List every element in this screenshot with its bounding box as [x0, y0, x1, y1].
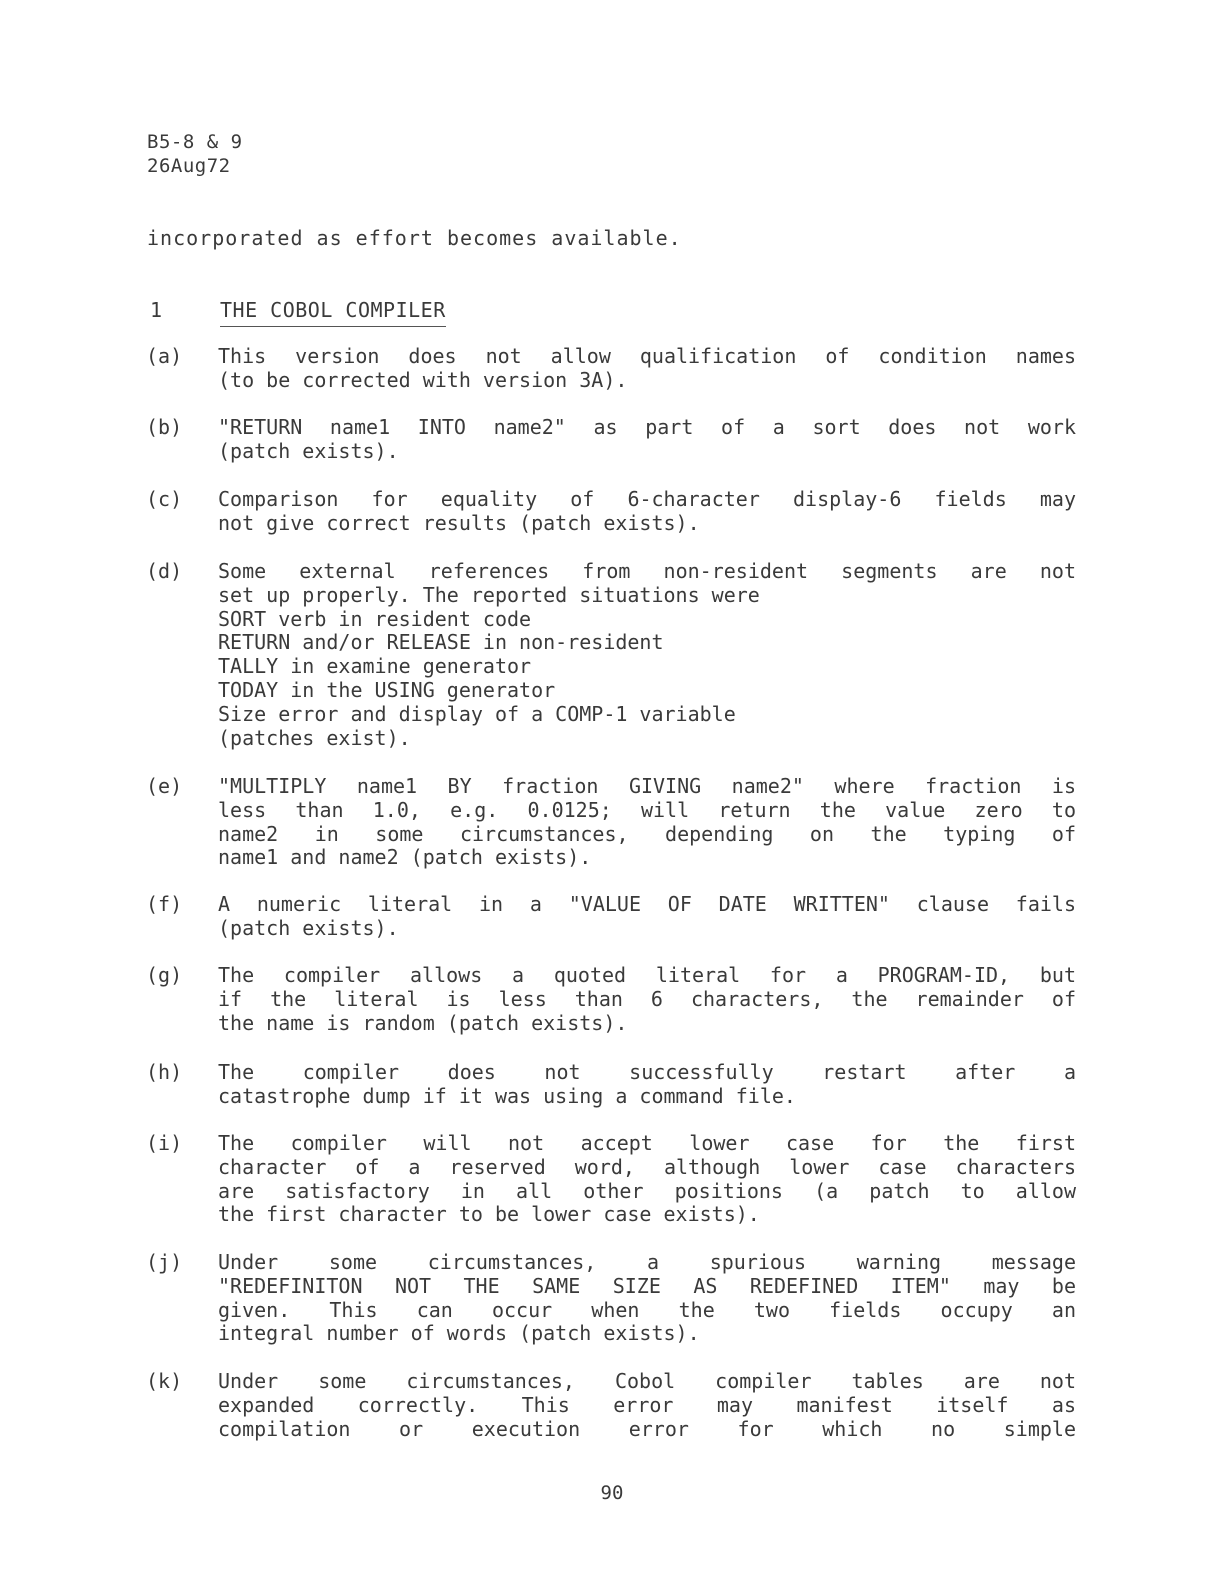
item-line: TODAY in the USING generator: [218, 677, 556, 702]
item-body: [218, 1370, 1076, 1441]
item-label: (e): [146, 774, 183, 798]
item-line: (patch exists).: [218, 915, 399, 940]
item-line: Under some circumstances, Cobol compiler tables are not: [218, 1369, 1076, 1393]
item-label: (i): [146, 1131, 183, 1155]
item-line: expanded correctly. This error may manifest itself as: [218, 1392, 1076, 1417]
item-line: name2 in some circumstances, depending on the typing of: [218, 821, 1076, 846]
item-line: "MULTIPLY name1 BY fraction GIVING name2" where fraction is: [218, 774, 1076, 798]
item-line: set up properly. The reported situations were: [218, 582, 760, 607]
item-label: (d): [146, 559, 183, 583]
item-line: are satisfactory in all other positions (a patch to allow: [218, 1178, 1076, 1203]
item-line: the first character to be lower case exists).: [218, 1202, 760, 1227]
item-line: if the literal is less than 6 characters, the remainder of: [218, 986, 1076, 1011]
item-body: [218, 488, 1076, 536]
item-line: (to be corrected with version 3A).: [218, 367, 628, 392]
item-body: [218, 964, 1076, 1035]
item-line: The compiler will not accept lower case for the first: [218, 1131, 1076, 1155]
item-label: (b): [146, 415, 183, 439]
item-line: compilation or execution error for which no simple: [218, 1416, 1076, 1441]
item-line: the name is random (patch exists).: [218, 1010, 628, 1035]
item-body: [218, 345, 1076, 393]
item-label: (g): [146, 963, 183, 987]
item-line: "REDEFINITON NOT THE SAME SIZE AS REDEFINED ITEM" may be: [218, 1273, 1076, 1298]
item-body: [218, 893, 1076, 941]
item-line: catastrophe dump if it was using a command file.: [218, 1083, 796, 1108]
item-line: Size error and display of a COMP-1 variable: [218, 701, 736, 726]
intro-text: incorporated as effort becomes available.: [147, 226, 682, 250]
item-line: The compiler does not successfully restart after a: [218, 1060, 1076, 1084]
item-line: character of a reserved word, although lower case characters: [218, 1154, 1076, 1179]
item-line: given. This can occur when the two fields occupy an: [218, 1297, 1076, 1322]
document-reference: B5-8 & 9: [147, 131, 243, 153]
document-date: 26Aug72: [147, 155, 231, 177]
section-title: THE COBOL COMPILER: [220, 298, 446, 327]
item-line: Some external references from non-resident segments are not: [218, 559, 1076, 583]
item-body: [218, 775, 1076, 870]
item-line: (patch exists).: [218, 438, 399, 463]
item-line: RETURN and/or RELEASE in non-resident: [218, 630, 664, 655]
section-number: 1: [150, 298, 163, 322]
item-line: less than 1.0, e.g. 0.0125; will return the value zero to: [218, 797, 1076, 822]
item-line: The compiler allows a quoted literal for a PROGRAM-ID, but: [218, 963, 1076, 987]
item-line: SORT verb in resident code: [218, 606, 532, 631]
item-line: integral number of words (patch exists).: [218, 1321, 700, 1346]
item-line: Under some circumstances, a spurious warning message: [218, 1250, 1076, 1274]
item-line: not give correct results (patch exists).: [218, 510, 700, 535]
item-body: [218, 1251, 1076, 1346]
item-label: (c): [146, 487, 183, 511]
item-line: name1 and name2 (patch exists).: [218, 845, 592, 870]
item-line: This version does not allow qualification of condition names: [218, 344, 1076, 368]
item-label: (f): [146, 892, 183, 916]
page-number: 90: [600, 1482, 624, 1504]
item-line: Comparison for equality of 6-character display-6 fields may: [218, 487, 1076, 511]
item-label: (j): [146, 1250, 183, 1274]
item-label: (k): [146, 1369, 183, 1393]
item-label: (h): [146, 1060, 183, 1084]
item-line: TALLY in examine generator: [218, 654, 532, 679]
item-body: [218, 416, 1076, 464]
item-body: [218, 1132, 1076, 1227]
item-line: "RETURN name1 INTO name2" as part of a sort does not work: [218, 415, 1076, 439]
item-label: (a): [146, 344, 183, 368]
item-body: [218, 1061, 1076, 1109]
item-line: (patches exist).: [218, 725, 411, 750]
item-body: [218, 560, 1076, 750]
item-line: A numeric literal in a "VALUE OF DATE WRITTEN" clause fails: [218, 892, 1076, 916]
